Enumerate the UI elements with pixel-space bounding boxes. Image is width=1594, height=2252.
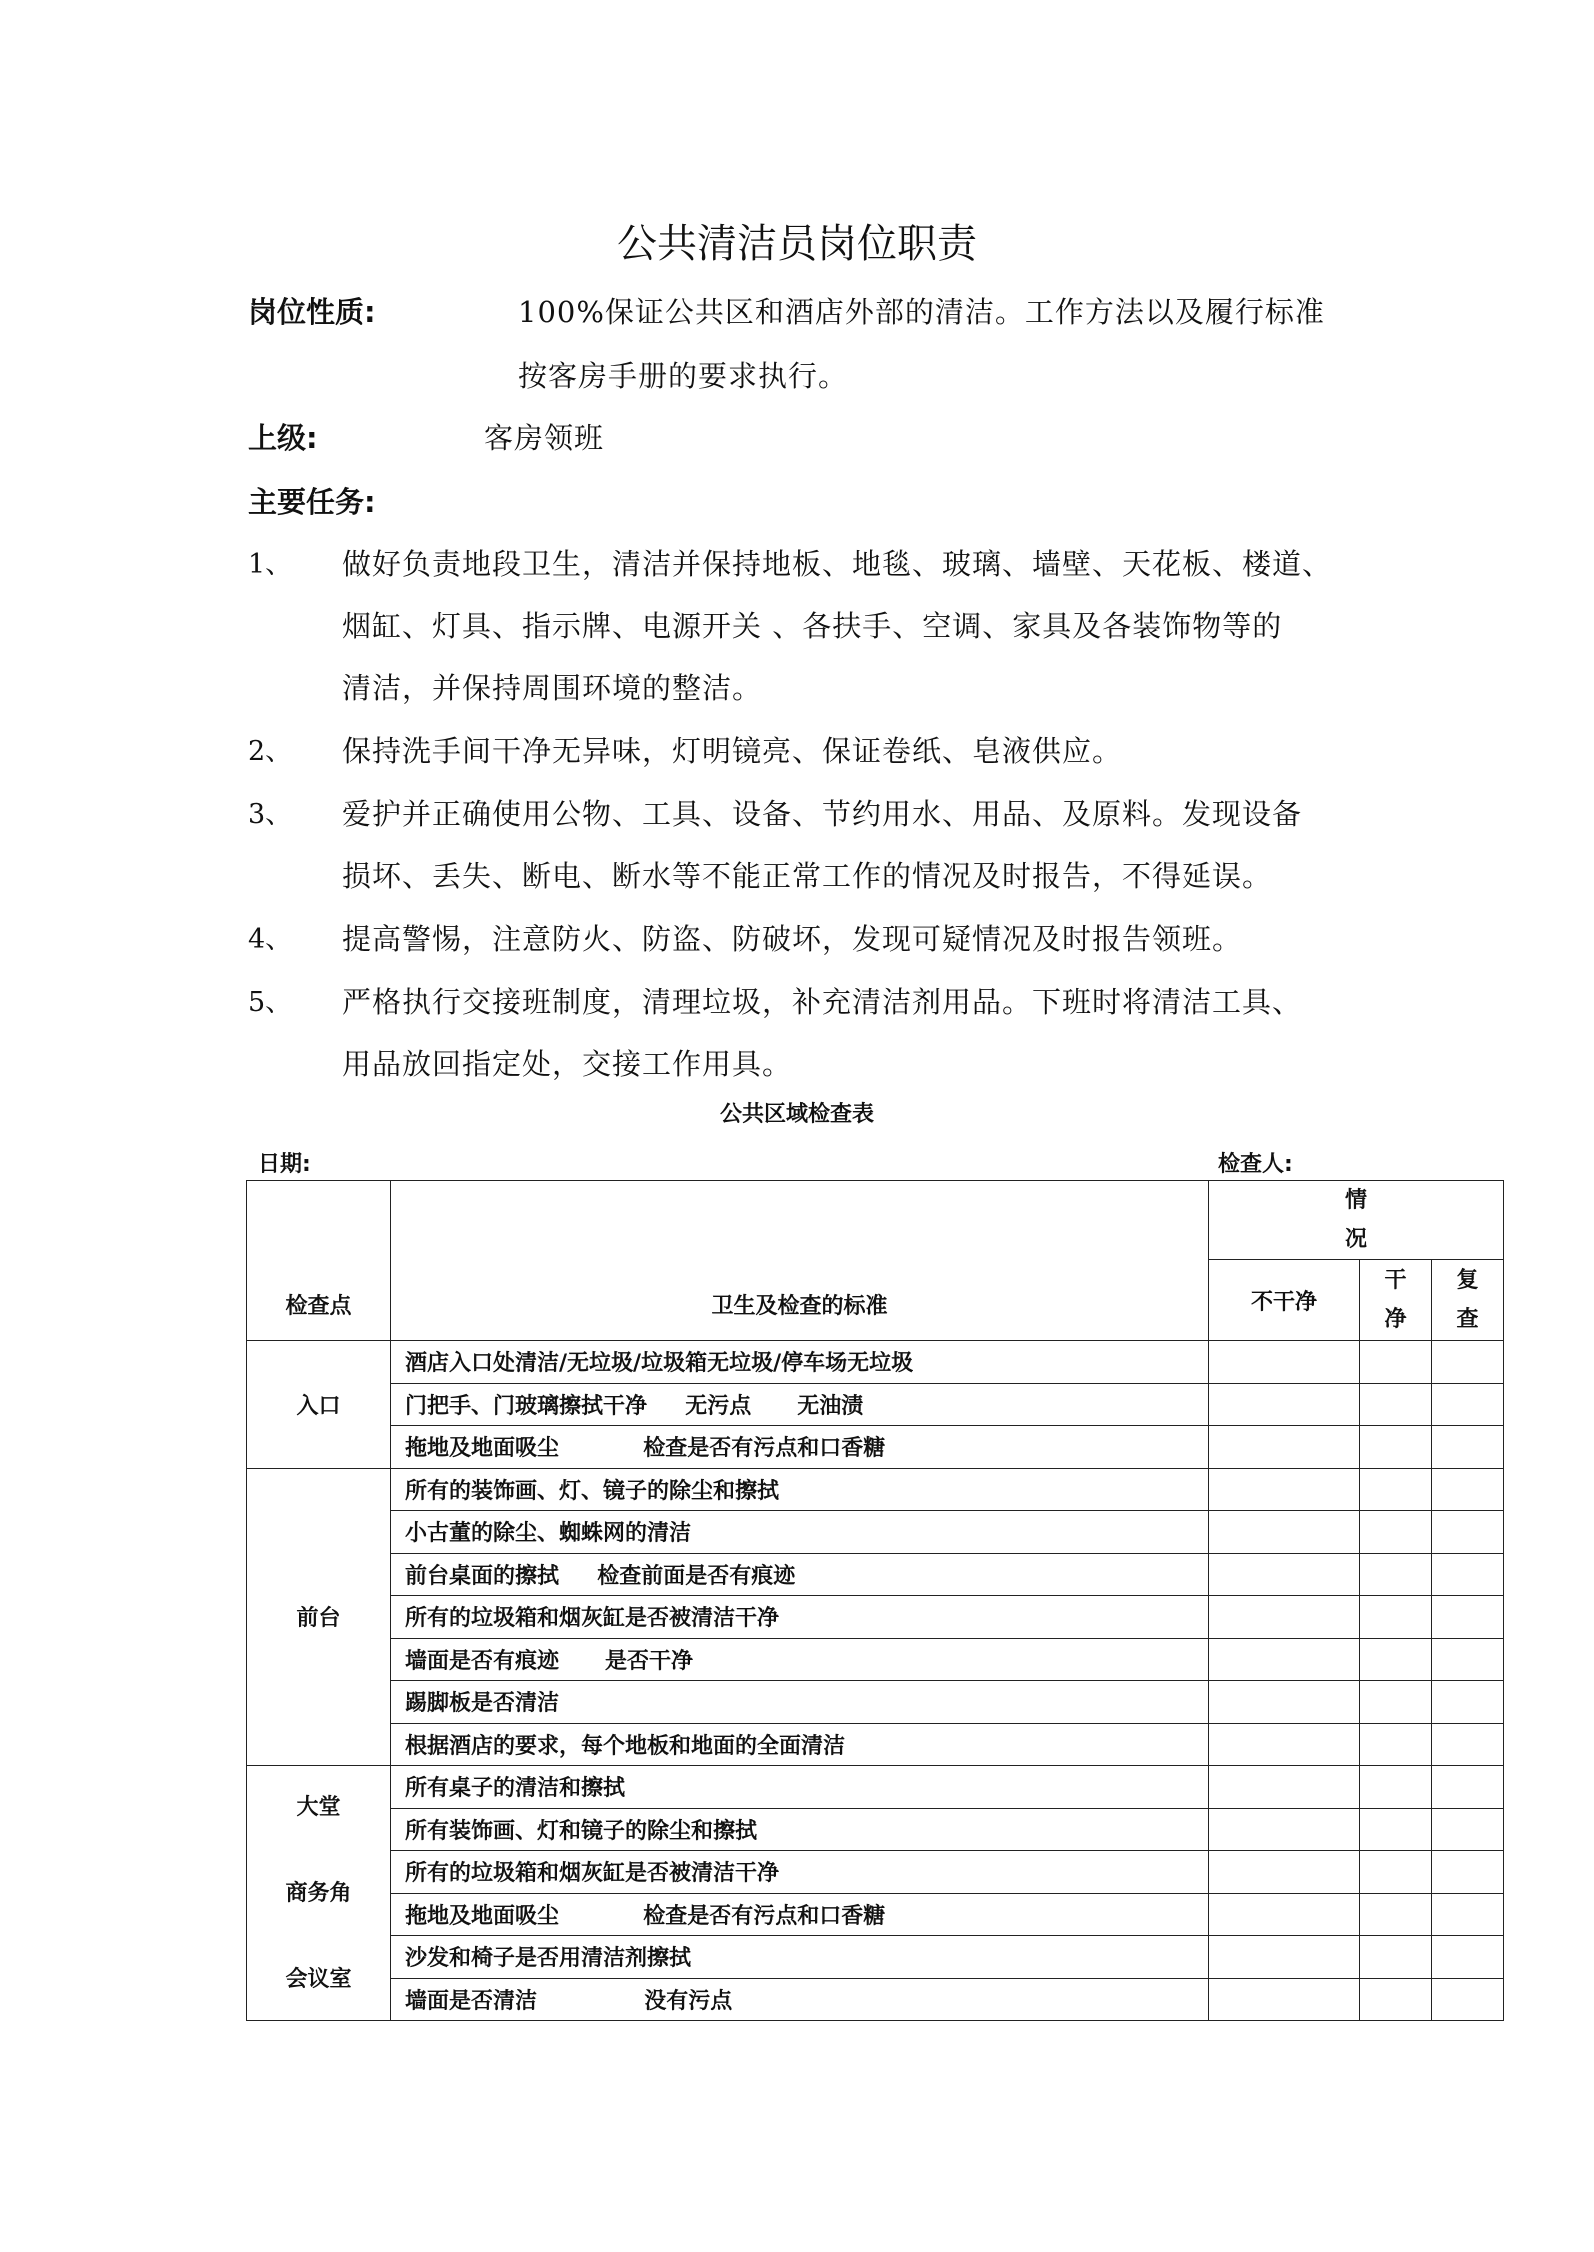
standard-cell: 沙发和椅子是否用清洁剂擦拭 [391, 1936, 1209, 1979]
standard-cell: 所有的垃圾箱和烟灰缸是否被清洁干净 [391, 1851, 1209, 1894]
table-row [247, 1341, 1504, 1384]
nature-line-1: 100%保证公共区和酒店外部的清洁。工作方法以及履行标准 [518, 295, 1325, 329]
check-point-meeting-label: 会议室 [285, 1966, 352, 1992]
standard-cell: 拖地及地面吸尘 检查是否有污点和口香糖 [391, 1426, 1209, 1469]
inspection-table [246, 1180, 1504, 2021]
standard-cell: 小古董的除尘、蜘蛛网的清洁 [391, 1511, 1209, 1554]
table-row [247, 1893, 1504, 1936]
standard-cell: 酒店入口处清洁/无垃圾/垃圾箱无垃圾/停车场无垃圾 [391, 1341, 1209, 1384]
standard-cell: 拖地及地面吸尘 检查是否有污点和口香糖 [391, 1893, 1209, 1936]
recheck-cell[interactable] [1432, 1766, 1504, 1809]
table-row [247, 1553, 1504, 1596]
dirty-cell[interactable] [1209, 1383, 1360, 1426]
inspector-label: 检查人: [1218, 1152, 1293, 1177]
date-label: 日期: [258, 1152, 311, 1177]
recheck-cell[interactable] [1432, 1936, 1504, 1979]
dirty-cell[interactable] [1209, 1978, 1360, 2021]
dirty-cell[interactable] [1209, 1426, 1360, 1469]
table-row [247, 1383, 1504, 1426]
standard-cell: 门把手、门玻璃擦拭干净 无污点 无油渍 [391, 1383, 1209, 1426]
standard-cell: 所有桌子的清洁和擦拭 [391, 1766, 1209, 1809]
superior-value: 客房领班 [484, 421, 605, 455]
clean-cell[interactable] [1360, 1596, 1432, 1639]
check-point-entrance: 入口 [247, 1341, 391, 1469]
dirty-cell[interactable] [1209, 1723, 1360, 1766]
standard-cell: 前台桌面的擦拭 检查前面是否有痕迹 [391, 1553, 1209, 1596]
recheck-cell[interactable] [1432, 1851, 1504, 1894]
header-standard: 卫生及检查的标准 [391, 1181, 1209, 1341]
table-row [247, 1766, 1504, 1809]
table-row [247, 1978, 1504, 2021]
clean-cell[interactable] [1360, 1638, 1432, 1681]
task-number: 2、 [248, 736, 293, 767]
check-point-front-desk: 前台 [247, 1468, 391, 1766]
recheck-cell[interactable] [1432, 1341, 1504, 1384]
clean-cell[interactable] [1360, 1383, 1432, 1426]
table-row [247, 1681, 1504, 1724]
nature-label: 岗位性质: [248, 295, 376, 329]
task-line: 爱护并正确使用公物、工具、设备、节约用水、用品、及原料。发现设备 [342, 797, 1303, 831]
recheck-cell[interactable] [1432, 1383, 1504, 1426]
header-point: 检查点 [247, 1181, 391, 1341]
clean-cell[interactable] [1360, 1681, 1432, 1724]
clean-cell[interactable] [1360, 1851, 1432, 1894]
task-number: 5、 [248, 987, 293, 1018]
clean-cell[interactable] [1360, 1426, 1432, 1469]
table-row [247, 1426, 1504, 1469]
recheck-cell[interactable] [1432, 1596, 1504, 1639]
recheck-cell[interactable] [1432, 1808, 1504, 1851]
task-line: 用品放回指定处，交接工作用具。 [342, 1047, 793, 1081]
table-row [247, 1851, 1504, 1894]
clean-cell[interactable] [1360, 1511, 1432, 1554]
clean-cell[interactable] [1360, 1808, 1432, 1851]
task-line: 提高警惕，注意防火、防盗、防破坏，发现可疑情况及时报告领班。 [342, 922, 1243, 956]
page-title: 公共清洁员岗位职责 [617, 221, 977, 267]
table-row [247, 1936, 1504, 1979]
clean-cell[interactable] [1360, 1553, 1432, 1596]
header-recheck: 复 查 [1432, 1260, 1504, 1341]
dirty-cell[interactable] [1209, 1936, 1360, 1979]
clean-cell[interactable] [1360, 1468, 1432, 1511]
standard-cell: 所有的垃圾箱和烟灰缸是否被清洁干净 [391, 1596, 1209, 1639]
task-line: 烟缸、灯具、指示牌、电源开关 、各扶手、空调、家具及各装饰物等的 [342, 609, 1283, 643]
standard-cell: 墙面是否有痕迹 是否干净 [391, 1638, 1209, 1681]
header-dirty: 不干净 [1209, 1260, 1360, 1341]
clean-cell[interactable] [1360, 1893, 1432, 1936]
task-line: 清洁，并保持周围环境的整洁。 [342, 671, 763, 705]
clean-cell[interactable] [1360, 1723, 1432, 1766]
clean-cell[interactable] [1360, 1341, 1432, 1384]
superior-label: 上级: [248, 421, 318, 455]
table-row [247, 1723, 1504, 1766]
nature-line-2: 按客房手册的要求执行。 [518, 359, 849, 393]
clean-cell[interactable] [1360, 1978, 1432, 2021]
recheck-cell[interactable] [1432, 1426, 1504, 1469]
clean-cell[interactable] [1360, 1766, 1432, 1809]
standard-cell: 踢脚板是否清洁 [391, 1681, 1209, 1724]
task-line: 损坏、丢失、断电、断水等不能正常工作的情况及时报告，不得延误。 [342, 859, 1273, 893]
header-clean: 干 净 [1360, 1260, 1432, 1341]
dirty-cell[interactable] [1209, 1808, 1360, 1851]
recheck-cell[interactable] [1432, 1978, 1504, 2021]
standard-cell: 墙面是否清洁 没有污点 [391, 1978, 1209, 2021]
header-status: 情 况 [1209, 1181, 1504, 1260]
dirty-cell[interactable] [1209, 1468, 1360, 1511]
task-line: 严格执行交接班制度，清理垃圾，补充清洁剂用品。下班时将清洁工具、 [342, 985, 1303, 1019]
recheck-cell[interactable] [1432, 1638, 1504, 1681]
table-row [247, 1596, 1504, 1639]
check-point-business-label: 商务角 [285, 1880, 352, 1906]
dirty-cell[interactable] [1209, 1766, 1360, 1809]
tasks-label: 主要任务: [248, 485, 376, 519]
clean-cell[interactable] [1360, 1936, 1432, 1979]
standard-cell: 所有的装饰画、灯、镜子的除尘和擦拭 [391, 1468, 1209, 1511]
task-number: 3、 [248, 799, 293, 830]
recheck-cell[interactable] [1432, 1893, 1504, 1936]
dirty-cell[interactable] [1209, 1511, 1360, 1554]
table-row [247, 1808, 1504, 1851]
task-line: 保持洗手间干净无异味，灯明镜亮、保证卷纸、皂液供应。 [342, 734, 1123, 768]
table-row [247, 1511, 1504, 1554]
recheck-cell[interactable] [1432, 1681, 1504, 1724]
dirty-cell[interactable] [1209, 1638, 1360, 1681]
standard-cell: 根据酒店的要求，每个地板和地面的全面清洁 [391, 1723, 1209, 1766]
dirty-cell[interactable] [1209, 1341, 1360, 1384]
table-row [247, 1468, 1504, 1511]
task-number: 1、 [248, 549, 293, 580]
task-line: 做好负责地段卫生，清洁并保持地板、地毯、玻璃、墙壁、天花板、楼道、 [342, 547, 1333, 581]
dirty-cell[interactable] [1209, 1851, 1360, 1894]
recheck-cell[interactable] [1432, 1553, 1504, 1596]
dirty-cell[interactable] [1209, 1893, 1360, 1936]
dirty-cell[interactable] [1209, 1596, 1360, 1639]
check-point-lobby-label: 大堂 [296, 1794, 341, 1820]
standard-cell: 所有装饰画、灯和镜子的除尘和擦拭 [391, 1808, 1209, 1851]
table-title: 公共区域检查表 [719, 1102, 874, 1127]
recheck-cell[interactable] [1432, 1468, 1504, 1511]
check-point-lobby [247, 1766, 391, 2021]
table-row [247, 1638, 1504, 1681]
recheck-cell[interactable] [1432, 1511, 1504, 1554]
task-number: 4、 [248, 924, 293, 955]
dirty-cell[interactable] [1209, 1681, 1360, 1724]
dirty-cell[interactable] [1209, 1553, 1360, 1596]
recheck-cell[interactable] [1432, 1723, 1504, 1766]
